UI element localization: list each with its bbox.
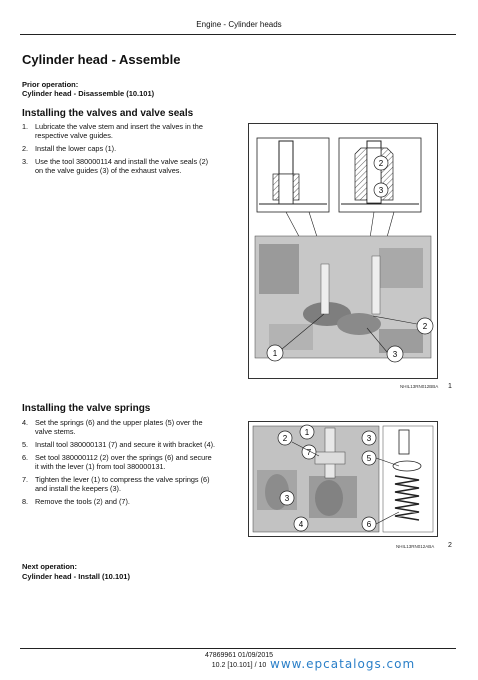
section-title-valves: Installing the valves and valve seals bbox=[22, 108, 194, 119]
figure-1-number: 1 bbox=[448, 383, 452, 390]
prior-operation-label: Prior operation: bbox=[22, 80, 79, 89]
callout-label: 2 bbox=[282, 434, 288, 443]
step-number: 2. bbox=[22, 144, 29, 153]
step-text: Set the springs (6) and the upper plates (5) over the bbox=[35, 418, 203, 427]
callout-label: 3 bbox=[366, 434, 372, 443]
running-header: Engine - Cylinder heads bbox=[196, 20, 282, 29]
figure-2-valve-springs bbox=[248, 421, 438, 537]
step-item bbox=[22, 453, 236, 471]
step-item bbox=[22, 440, 236, 449]
callout-label: 6 bbox=[366, 520, 372, 529]
step-text: and install the keepers (3). bbox=[35, 484, 121, 493]
step-item bbox=[22, 157, 236, 175]
callout-label: 3 bbox=[392, 350, 398, 359]
callout-label: 2 bbox=[378, 159, 384, 168]
figure-2-number: 2 bbox=[448, 542, 452, 549]
section-title-springs: Installing the valve springs bbox=[22, 403, 151, 414]
step-number: 8. bbox=[22, 497, 29, 506]
figure-1-valve-seals bbox=[248, 123, 438, 379]
figure-2-illustration bbox=[249, 422, 437, 536]
step-text: Install the lower caps (1). bbox=[35, 144, 117, 153]
watermark: www.epcatalogs.com bbox=[270, 657, 416, 671]
step-number: 7. bbox=[22, 475, 29, 484]
figure-1-illustration bbox=[249, 124, 437, 378]
step-text: it with the lever (1) from tool 380000131. bbox=[35, 462, 166, 471]
step-text: respective valve guides. bbox=[35, 131, 113, 140]
callout-label: 4 bbox=[298, 520, 304, 529]
callout-label: 7 bbox=[306, 448, 312, 457]
footer-rule bbox=[20, 648, 456, 649]
step-number: 5. bbox=[22, 440, 29, 449]
step-text: Install tool 380000131 (7) and secure it with bracket (4). bbox=[35, 440, 216, 449]
step-item bbox=[22, 418, 236, 436]
prior-operation-link[interactable]: Cylinder head - Disassemble (10.101) bbox=[22, 89, 155, 98]
page-title: Cylinder head - Assemble bbox=[22, 52, 181, 67]
callout-label: 5 bbox=[366, 454, 372, 463]
next-operation-label: Next operation: bbox=[22, 562, 78, 571]
step-text: on the valve guides (3) of the exhaust valves. bbox=[35, 166, 182, 175]
steps-list-valves bbox=[22, 122, 236, 179]
step-text: Use the tool 380000114 and install the valve seals (2) bbox=[35, 157, 209, 166]
callout-label: 1 bbox=[304, 428, 310, 437]
step-text: Lubricate the valve stem and insert the valves in the bbox=[35, 122, 203, 131]
callout-label: 3 bbox=[284, 494, 290, 503]
step-number: 6. bbox=[22, 453, 29, 462]
step-number: 4. bbox=[22, 418, 29, 427]
callout-label: 2 bbox=[422, 322, 428, 331]
step-text: Tighten the lever (1) to compress the valve springs (6) bbox=[35, 475, 210, 484]
callout-label: 1 bbox=[272, 349, 278, 358]
next-operation-link[interactable]: Cylinder head - Install (10.101) bbox=[22, 572, 130, 581]
footer-page-ref: 10.2 [10.101] / 10 bbox=[211, 662, 267, 669]
step-item bbox=[22, 122, 236, 140]
step-item bbox=[22, 475, 236, 493]
step-text: valve stems. bbox=[35, 427, 76, 436]
callout-label: 3 bbox=[378, 186, 384, 195]
steps-list-springs bbox=[22, 418, 236, 510]
figure-2-code: NHIL13RN012ABA bbox=[396, 544, 435, 549]
figure-1-code: NHIL13RN012BBA bbox=[400, 384, 439, 389]
step-number: 1. bbox=[22, 122, 29, 131]
step-item bbox=[22, 144, 236, 153]
footer-doc-id: 47869961 01/09/2015 bbox=[204, 652, 274, 659]
step-text: Remove the tools (2) and (7). bbox=[35, 497, 130, 506]
step-text: Set tool 380000112 (2) over the springs (6) and secure bbox=[35, 453, 212, 462]
step-number: 3. bbox=[22, 157, 29, 166]
header-rule bbox=[20, 34, 456, 35]
step-item bbox=[22, 497, 236, 506]
